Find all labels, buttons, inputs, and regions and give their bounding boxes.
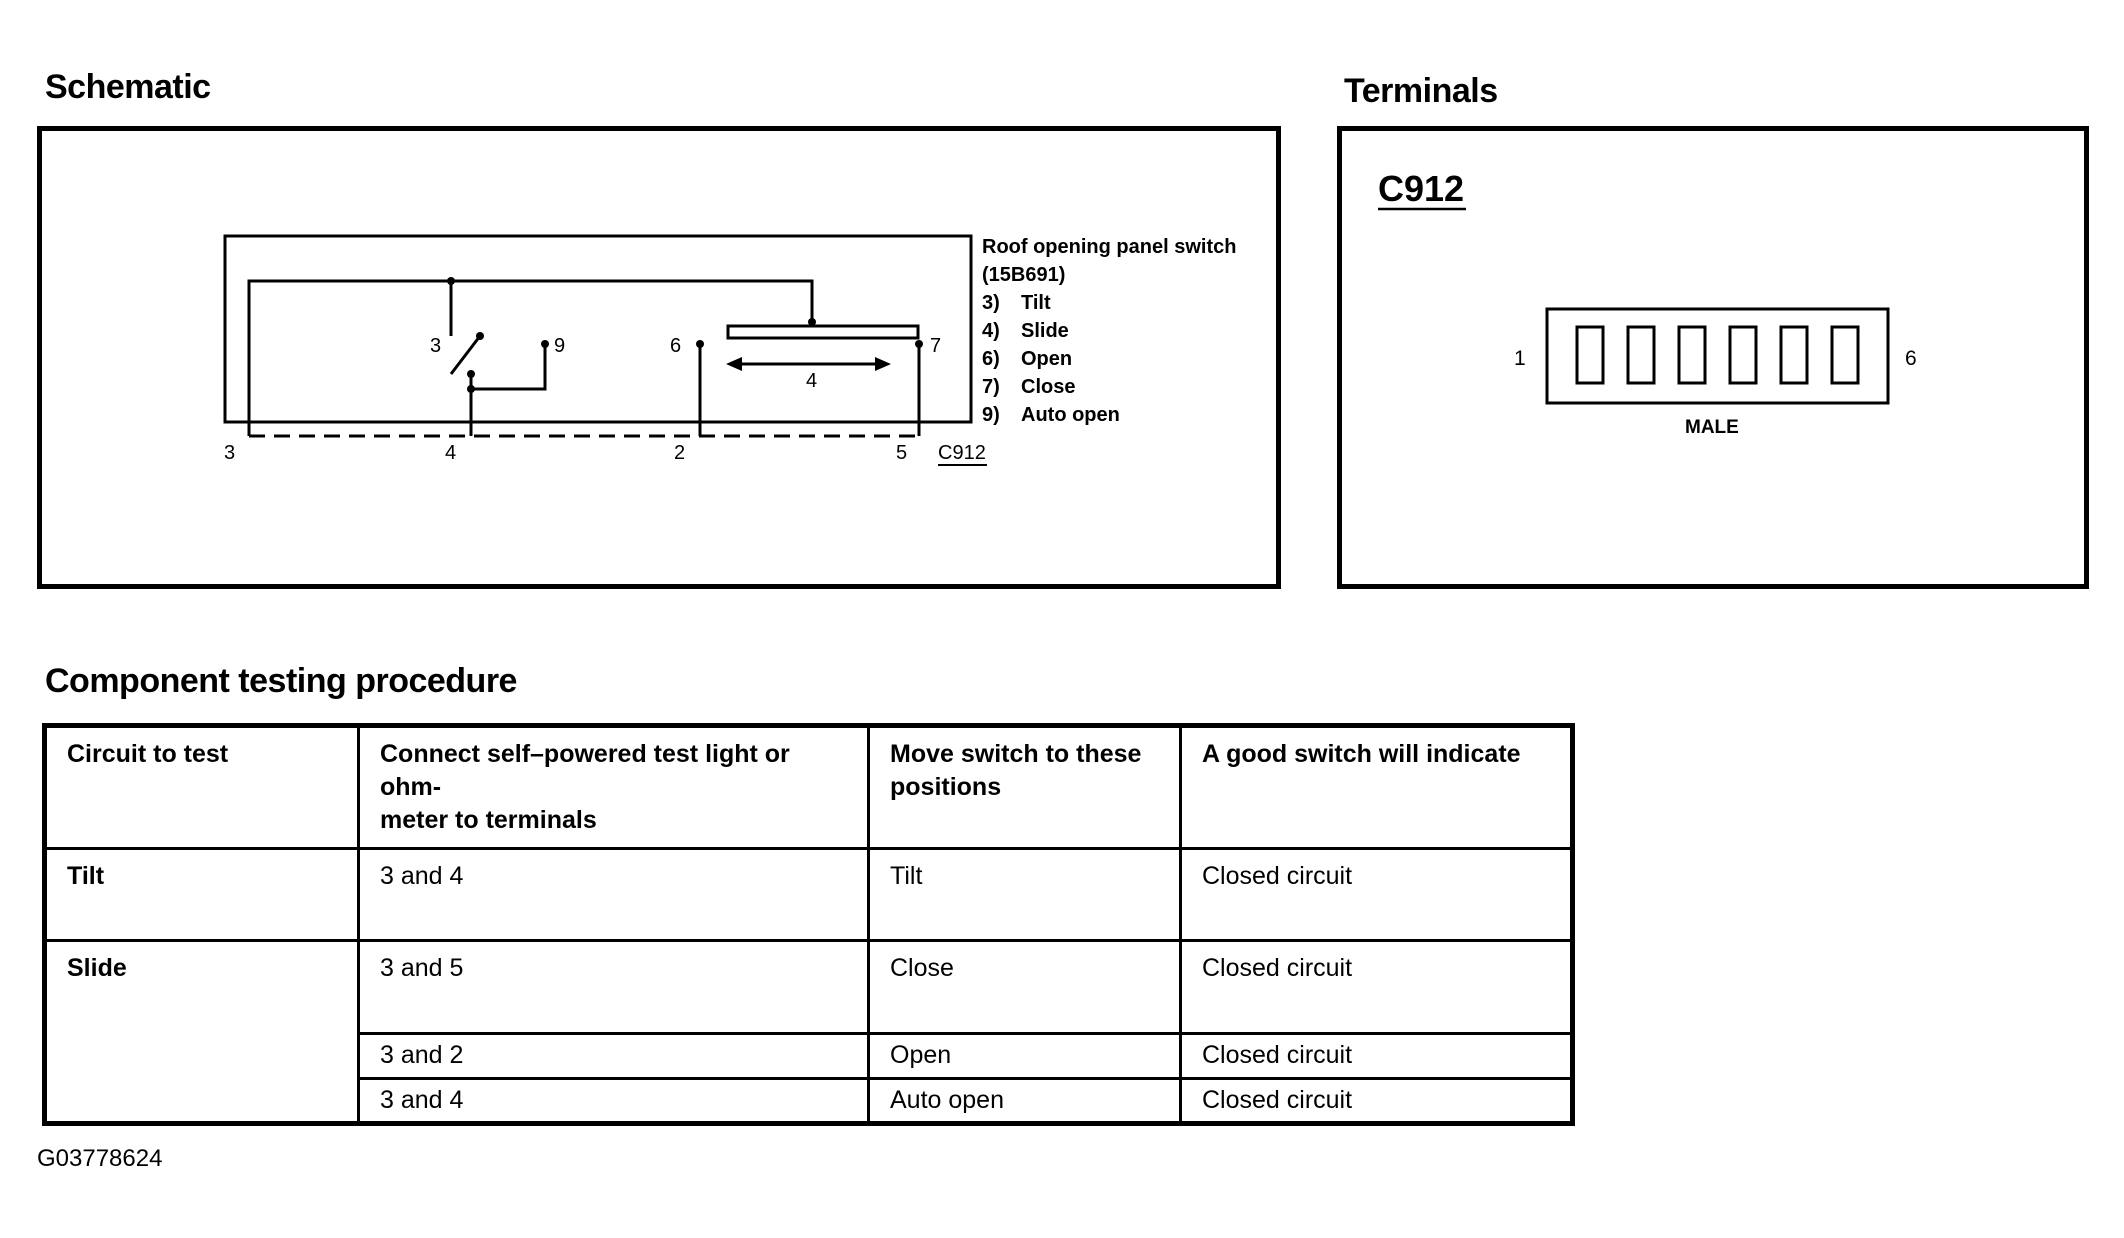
connector-body [1547, 309, 1888, 403]
terminal-cavity [1679, 327, 1705, 383]
component-number: (15B691) [982, 264, 1066, 286]
contact-label-7: 7 [930, 335, 942, 357]
cell-position: Close [869, 941, 1181, 1034]
pin-last-label: 6 [1905, 347, 1917, 370]
legend-num: 3) [982, 292, 1000, 314]
legend-label: Close [1021, 376, 1076, 398]
header-indicate: A good switch will indicate [1181, 726, 1573, 849]
terminal-cavity [1781, 327, 1807, 383]
pin-label: 4 [445, 442, 457, 464]
slide-circuit-wire [451, 281, 812, 322]
cell-terminals: 3 and 5 [359, 941, 869, 1034]
contact-label-3: 3 [430, 335, 442, 357]
switch-housing [225, 236, 971, 422]
terminals-panel [1337, 126, 2089, 589]
cell-indicate: Closed circuit [1181, 849, 1573, 941]
header-terminals: Connect self–powered test light or ohm- meter to terminals [359, 726, 869, 849]
gender-label: MALE [1685, 417, 1739, 438]
connector-label: C912 [938, 442, 986, 464]
pin-first-label: 1 [1514, 347, 1526, 370]
connector-id: C912 [1378, 168, 1465, 209]
header-circuit: Circuit to test [45, 726, 359, 849]
tilt-circuit-wire [249, 281, 451, 422]
cell-terminals: 3 and 4 [359, 849, 869, 941]
procedure-table [42, 723, 1575, 1126]
legend-label: Open [1021, 348, 1073, 370]
connector-face-diagram [1342, 131, 2084, 584]
schematic-panel [37, 126, 1281, 589]
cell-circuit: Slide [45, 941, 359, 1124]
legend-label: Auto open [1021, 404, 1120, 426]
cell-terminals: 3 and 4 [359, 1079, 869, 1124]
schematic-heading: Schematic [45, 68, 211, 106]
terminals-heading: Terminals [1344, 72, 1498, 110]
legend-num: 4) [982, 320, 1000, 342]
table-row [45, 849, 1573, 941]
pin-label: 3 [224, 442, 236, 464]
tilt-switch-blade [451, 336, 480, 374]
procedure-heading: Component testing procedure [45, 662, 517, 700]
slide-contact-bar [728, 326, 918, 338]
cell-indicate: Closed circuit [1181, 1034, 1573, 1079]
auto-open-wire [471, 344, 545, 389]
table-header-row [45, 726, 1573, 849]
terminal-cavity [1832, 327, 1858, 383]
cell-position: Tilt [869, 849, 1181, 941]
pin-label: 2 [674, 442, 686, 464]
legend-label: Slide [1021, 320, 1069, 342]
legend-num: 6) [982, 348, 1000, 370]
header-positions: Move switch to these positions [869, 726, 1181, 849]
terminal-cavity [1577, 327, 1603, 383]
legend-num: 9) [982, 404, 1000, 426]
terminal-cavity [1628, 327, 1654, 383]
schematic-diagram [42, 131, 1276, 584]
legend-num: 7) [982, 376, 1000, 398]
pin-label: 5 [896, 442, 908, 464]
terminal-cavity [1730, 327, 1756, 383]
cell-indicate: Closed circuit [1181, 1079, 1573, 1124]
table-row [45, 941, 1573, 1034]
component-title: Roof opening panel switch [982, 236, 1237, 258]
contact-label-6: 6 [670, 335, 682, 357]
cell-position: Open [869, 1034, 1181, 1079]
cell-terminals: 3 and 2 [359, 1034, 869, 1079]
figure-id: G03778624 [37, 1145, 163, 1172]
legend-label: Tilt [1021, 292, 1051, 314]
cell-indicate: Closed circuit [1181, 941, 1573, 1034]
contact-label-9: 9 [554, 335, 566, 357]
slide-label-4: 4 [806, 370, 818, 392]
cell-position: Auto open [869, 1079, 1181, 1124]
cell-circuit: Tilt [45, 849, 359, 941]
